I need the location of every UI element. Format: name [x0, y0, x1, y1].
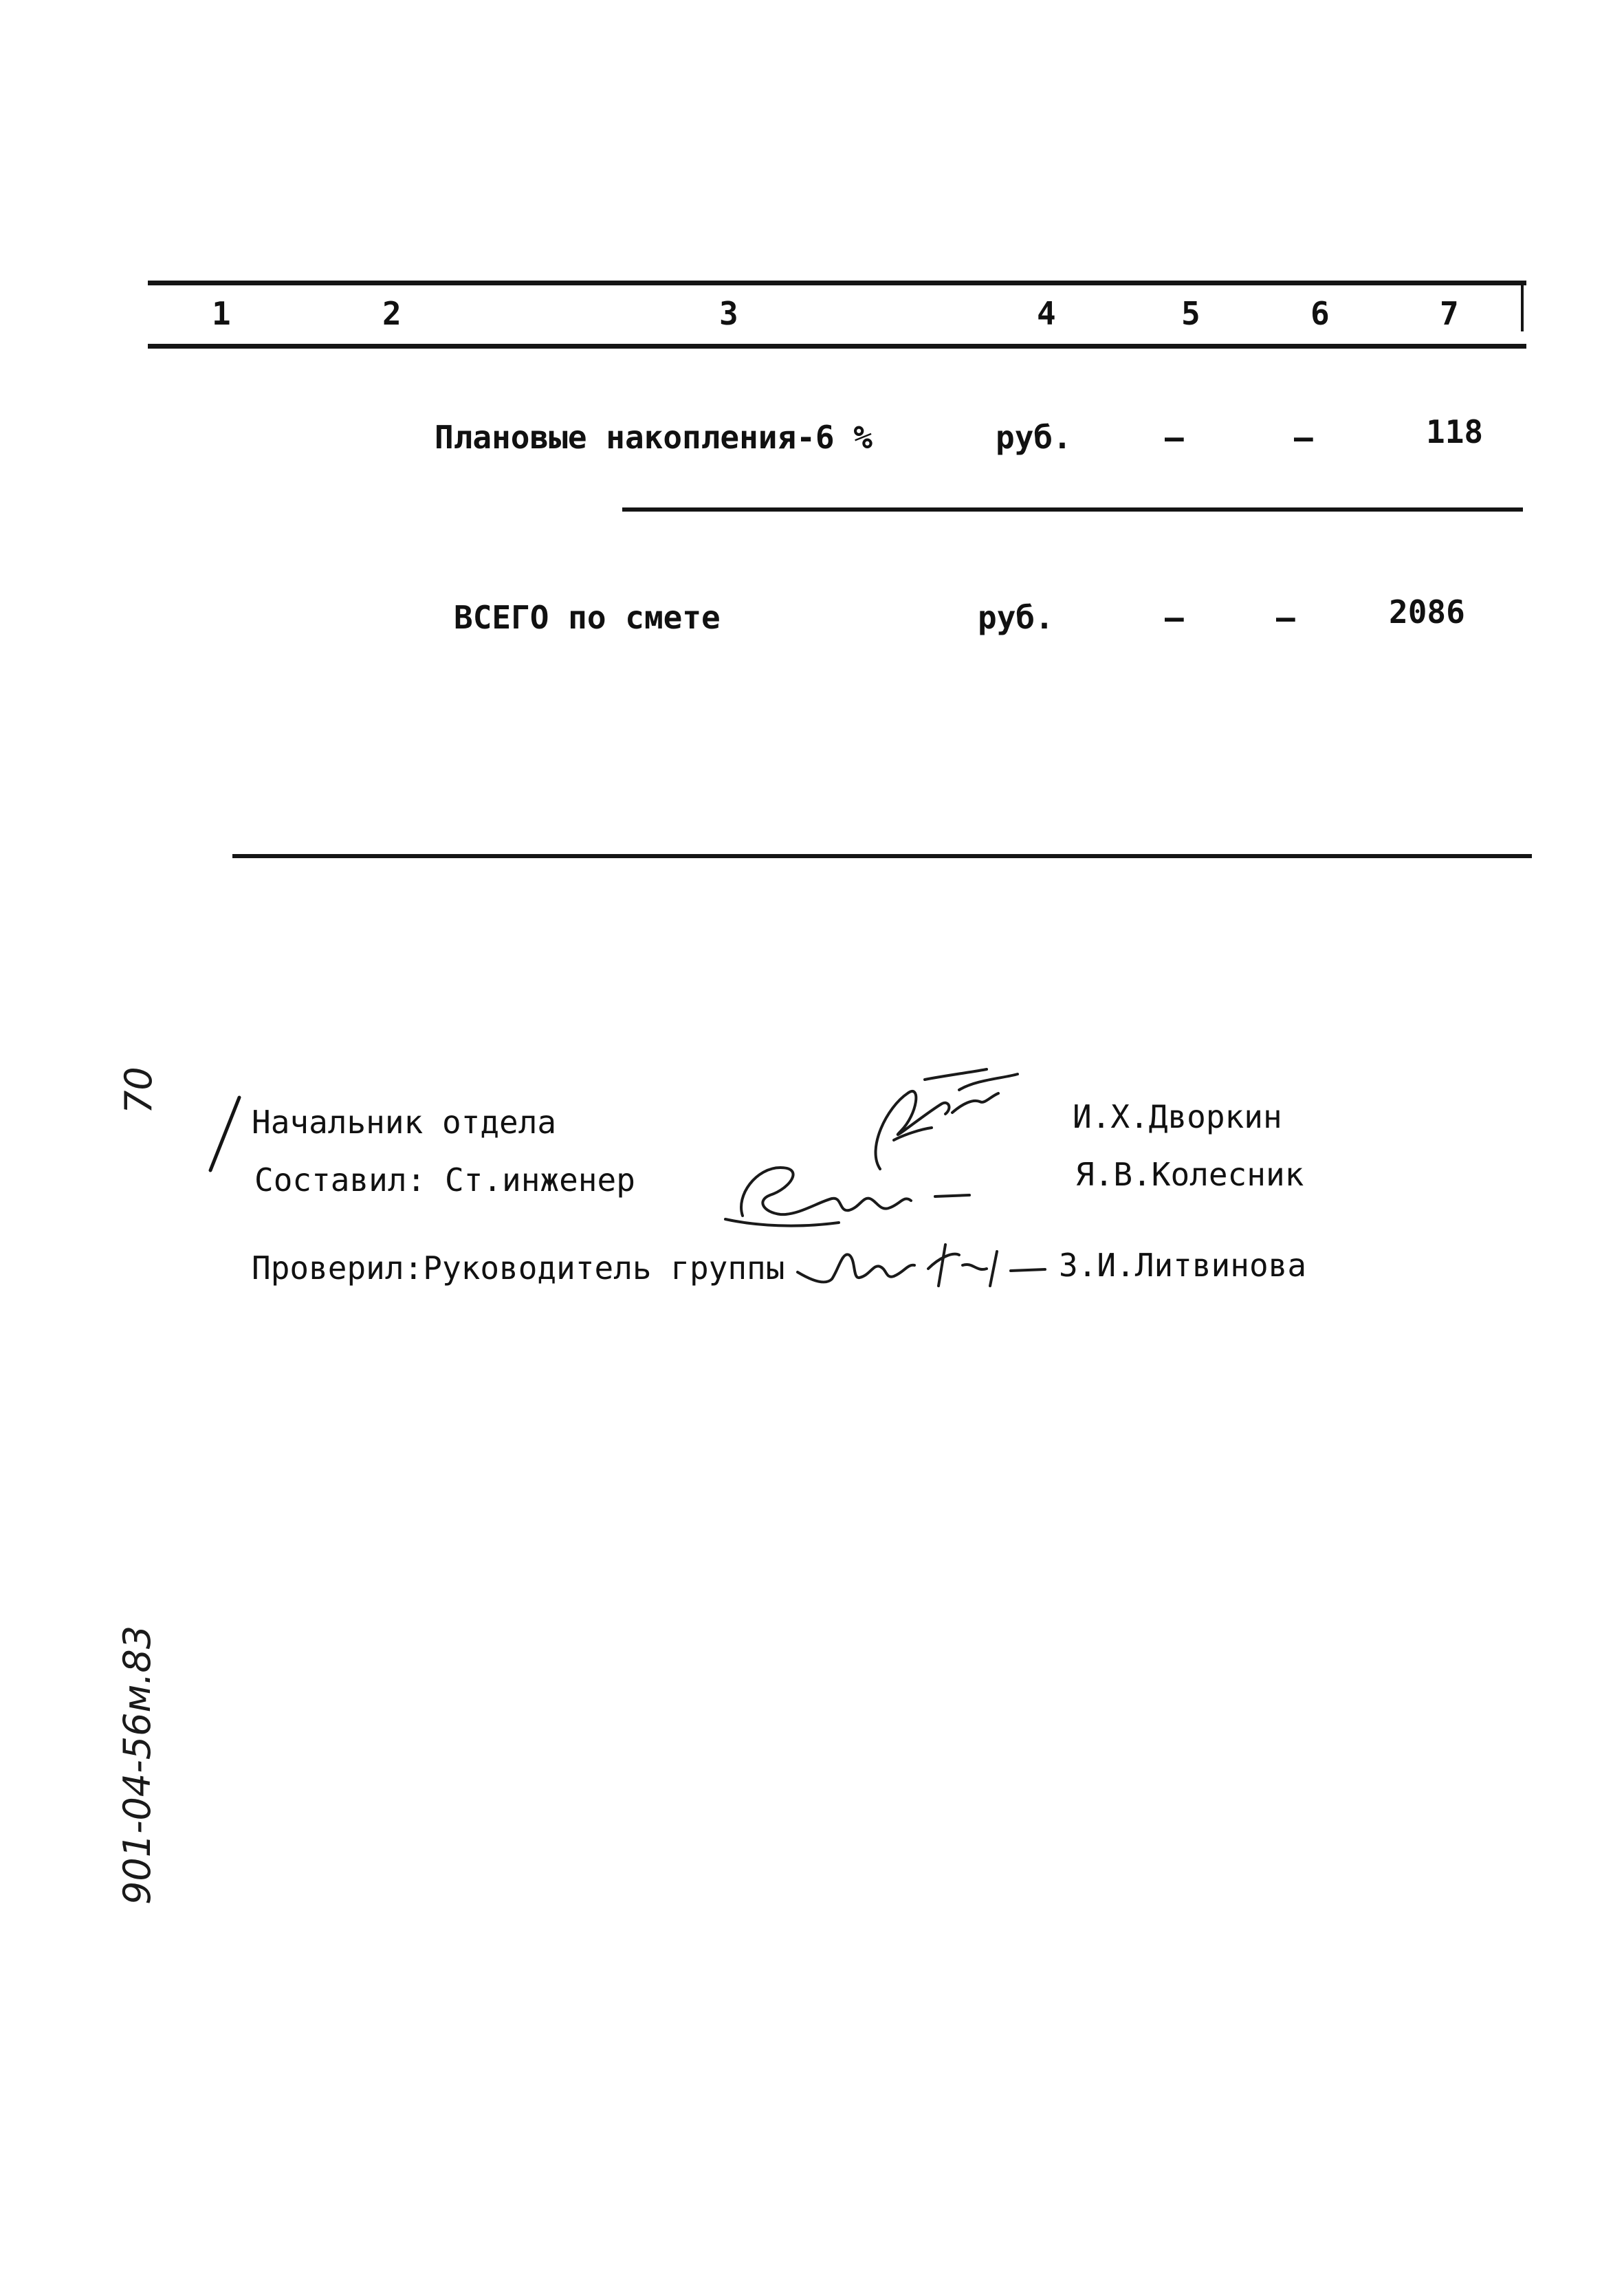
document-code: 901-04-56м.83 — [116, 1625, 159, 1905]
row-value: 118 — [1426, 413, 1484, 450]
name-head-of-department: И.Х.Дворкин — [1073, 1098, 1282, 1135]
table-bottom-rule — [232, 854, 1532, 858]
header-col-7: 7 — [1440, 295, 1459, 332]
row-description: Плановые накопления-6 % — [435, 419, 873, 456]
row-col6: – — [1294, 419, 1313, 456]
subtotal-rule — [622, 507, 1523, 512]
table-right-edge — [1521, 283, 1524, 331]
position-checked-by: Проверил:Руководитель группы — [252, 1249, 785, 1287]
row-value: 2086 — [1389, 593, 1465, 631]
row-col5: – — [1165, 419, 1184, 456]
signature-litvinova — [791, 1231, 1052, 1307]
row-col6: – — [1276, 599, 1295, 636]
row-unit: руб. — [996, 419, 1072, 456]
row-unit: руб. — [978, 599, 1054, 636]
name-compiled-by: Я.В.Колесник — [1075, 1156, 1304, 1193]
table-top-rule — [148, 281, 1526, 285]
position-head-of-department: Начальник отдела — [252, 1104, 557, 1141]
signature-kolesnik — [715, 1147, 976, 1243]
header-col-3: 3 — [719, 295, 738, 332]
header-col-1: 1 — [212, 295, 231, 332]
margin-slash-mark — [205, 1093, 246, 1176]
position-compiled-by: Составил: Ст.инженер — [254, 1161, 635, 1199]
header-col-5: 5 — [1181, 295, 1200, 332]
table-header-bottom-rule — [148, 344, 1526, 349]
name-checked-by: З.И.Литвинова — [1059, 1247, 1307, 1284]
row-description: ВСЕГО по смете — [454, 599, 721, 636]
header-col-2: 2 — [382, 295, 402, 332]
header-col-4: 4 — [1037, 295, 1056, 332]
header-col-6: 6 — [1310, 295, 1330, 332]
page-number: 70 — [117, 1067, 160, 1114]
row-col5: – — [1165, 599, 1184, 636]
